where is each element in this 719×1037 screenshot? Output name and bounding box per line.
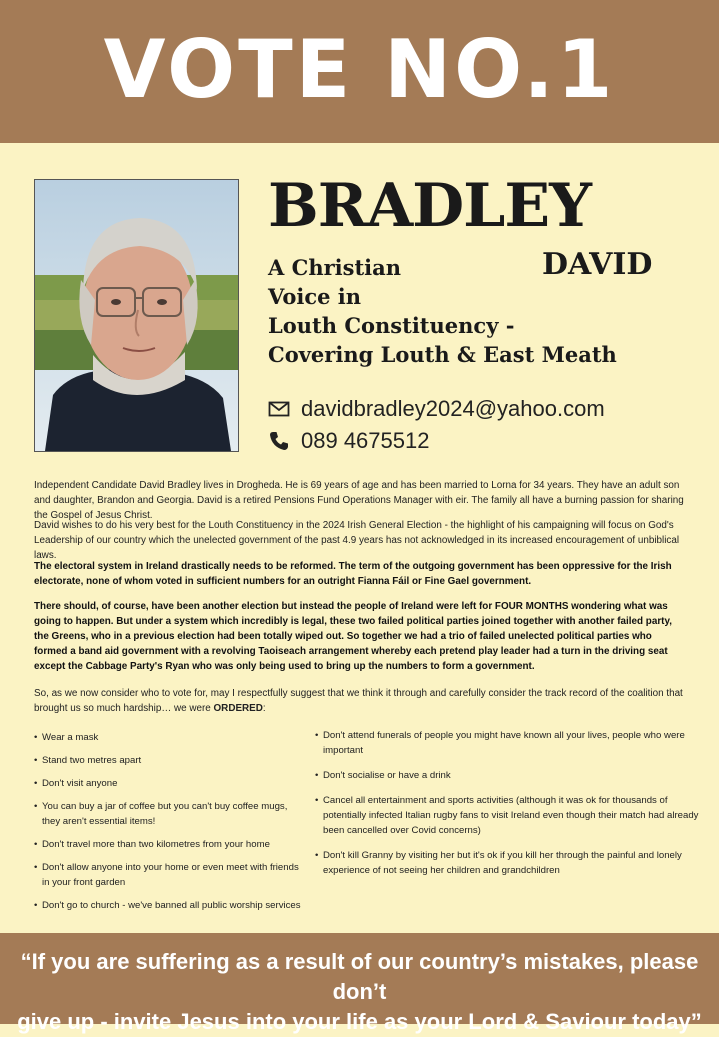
- tagline-line: Covering Louth & East Meath: [268, 342, 617, 367]
- contact-phone[interactable]: [268, 428, 429, 454]
- intro-text: So, as we now consider who to vote for, may I respectfully suggest that we think it through and carefully consider the track record of the coalition that brought us so much hardship… we were: [34, 688, 683, 714]
- list-item: • Don't go to church - we've banned all public worship services: [34, 898, 304, 913]
- list-item: • Don't allow anyone into your home or even meet with friends in your front garden: [34, 860, 304, 890]
- phone-icon: [268, 430, 290, 452]
- envelope-icon: [268, 398, 290, 420]
- list-item: • Stand two metres apart: [34, 753, 304, 768]
- candidate-first-name: DAVID: [542, 247, 653, 282]
- page-title: VOTE NO.1: [103, 23, 616, 116]
- intro-colon: :: [262, 703, 266, 714]
- list-item: • Wear a mask: [34, 730, 304, 745]
- contact-email[interactable]: [268, 396, 605, 422]
- orders-list-left: [34, 730, 304, 921]
- electoral-reform-paragraph: The electoral system in Ireland drastically needs to be reformed. The term of the outgoing government has been oppressive for the Irish electorate, none of whom voted in sufficient numbers for an outright Fianna Fáil or Fine Gael government.: [34, 561, 672, 587]
- candidate-tagline: [268, 253, 708, 369]
- phone-number[interactable]: 089 4675512: [301, 428, 430, 453]
- candidate-surname: BRADLEY: [268, 171, 591, 241]
- list-item: • Cancel all entertainment and sports activities (although it was ok for thousands of potentially infected Italian rugby fans to visit Ireland even though their match had already been cancelled over Covid concerns): [315, 793, 705, 838]
- orders-list-right: [315, 728, 705, 888]
- ordered-emphasis: ORDERED: [213, 703, 263, 714]
- list-item: • Don't travel more than two kilometres from your home: [34, 837, 304, 852]
- list-item: • Don't visit anyone: [34, 776, 304, 791]
- tagline-line: Louth Constituency -: [268, 313, 515, 338]
- campaign-paragraph: David wishes to do his very best for the Louth Constituency in the 2024 Irish General Election - the highlight of his campaigning will focus on God's Leadership of our country which the unelected government of the past 4.9 years has not acknowledged in its increased encouragement of unbiblical laws.: [34, 520, 680, 561]
- quote-line: “If you are suffering as a result of our country’s mistakes, please don’t: [20, 949, 699, 1004]
- list-item: • Don't kill Granny by visiting her but it's ok if you kill her through the painful and lonely experience of not seeing her children and grandchildren: [315, 848, 705, 878]
- email-address[interactable]: davidbradley2024@yahoo.com: [301, 396, 605, 421]
- bio-paragraph: Independent Candidate David Bradley lives in Drogheda. He is 69 years of age and has been married to Lorna for 34 years. They have an adult son and daughter, Brandon and Georgia. David is a retired Pensions Fund Operations Manager with eir. The family all have a burning passion for sharing the Gospel of Jesus Christ.: [34, 480, 684, 521]
- list-item: • You can buy a jar of coffee but you can't buy coffee mugs, they aren't essential items!: [34, 799, 304, 829]
- ordered-intro-paragraph: [34, 686, 684, 716]
- tagline-line: Voice in: [268, 284, 362, 309]
- tagline-line: A Christian: [268, 255, 402, 280]
- list-item: • Don't socialise or have a drink: [315, 768, 705, 783]
- quote-line: give up - invite Jesus into your life as your Lord & Saviour today”: [17, 1009, 702, 1034]
- list-item: • Don't attend funerals of people you might have known all your lives, people who were important: [315, 728, 705, 758]
- candidate-photo: [34, 179, 239, 452]
- government-paragraph: There should, of course, have been another election but instead the people of Ireland were left for FOUR MONTHS wondering what was going to happen. But under a system which incredibly is legal, these two failed political parties joined together with another failed party, the Greens, who in a previous election had been totally wiped out. So together we had a trio of failed unelected political parties who formed a band aid government with a revolving Taoiseach arrangement whereby each pretend play leader had a turn in the driving seat except the Cabbage Party's Ryan who was only being used to bring up the numbers to form a government.: [34, 601, 672, 672]
